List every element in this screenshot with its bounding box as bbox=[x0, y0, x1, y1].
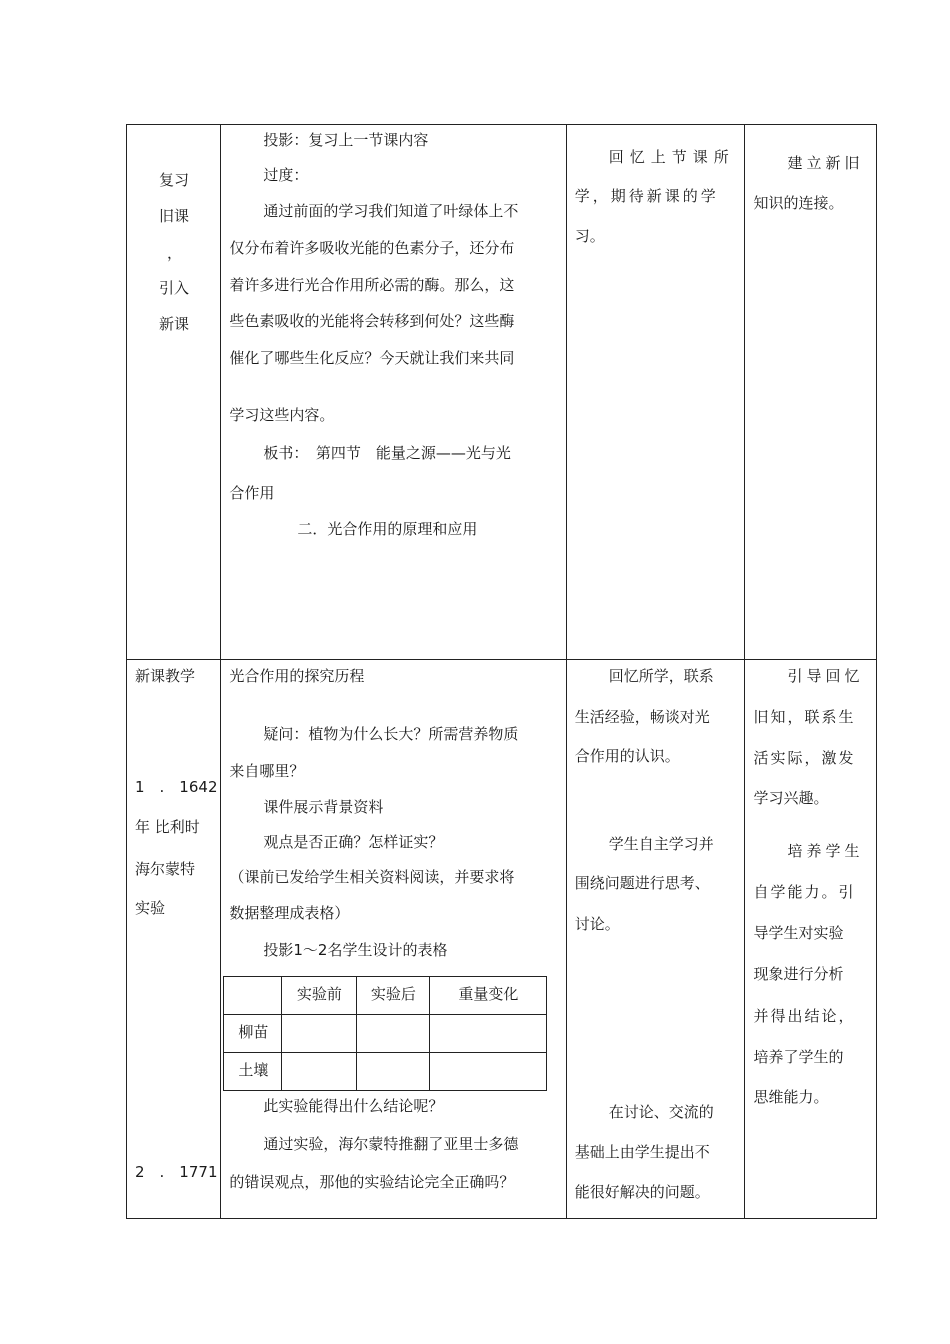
content-line: 围绕问题进行思考、 bbox=[574, 874, 710, 892]
experiment-data-table bbox=[223, 976, 547, 1091]
content-line: 培养学生 bbox=[787, 842, 864, 860]
content-line: 二．光合作用的原理和应用 bbox=[297, 520, 478, 538]
stage-label: 引入 bbox=[159, 279, 190, 297]
content-line: 引导回忆 bbox=[787, 667, 864, 685]
content-line: 数据整理成表格） bbox=[229, 904, 350, 922]
content-line: 疑问：植物为什么长大？所需营养物质 bbox=[263, 725, 519, 743]
content-line: 讨论。 bbox=[574, 915, 620, 933]
content-line: 旧知，联系生 bbox=[753, 708, 856, 726]
content-line: 培养了学生的 bbox=[753, 1048, 844, 1066]
content-line: 建立新旧 bbox=[787, 154, 864, 172]
data-cell bbox=[430, 1053, 546, 1059]
stage-label: 实验 bbox=[135, 899, 166, 917]
content-line: 在讨论、交流的 bbox=[608, 1103, 714, 1121]
stage-label: 新课 bbox=[159, 315, 190, 333]
content-line: 仅分布着许多吸收光能的色素分子，还分布 bbox=[229, 239, 515, 257]
column-header: 重量变化 bbox=[458, 985, 519, 1003]
stage-cell-review bbox=[127, 125, 221, 660]
stage-label: ， bbox=[167, 244, 183, 262]
stage-label: 海尔蒙特 bbox=[135, 860, 196, 878]
content-line: 学习这些内容。 bbox=[229, 406, 335, 424]
data-cell bbox=[282, 1053, 356, 1059]
content-line: 此实验能得出什么结论呢？ bbox=[263, 1097, 444, 1115]
content-line: （课前已发给学生相关资料阅读，并要求将 bbox=[229, 868, 515, 886]
content-line: 学生自主学习并 bbox=[608, 835, 714, 853]
stage-label: 新课教学 bbox=[135, 667, 196, 685]
table-row bbox=[224, 1053, 547, 1091]
content-line: 习。 bbox=[574, 227, 605, 245]
content-line: 观点是否正确？怎样证实？ bbox=[263, 833, 444, 851]
teacher-activity-cell bbox=[221, 125, 566, 660]
content-line: 通过前面的学习我们知道了叶绿体上不 bbox=[263, 202, 519, 220]
content-line: 来自哪里？ bbox=[229, 762, 305, 780]
row-label: 柳苗 bbox=[238, 1023, 269, 1041]
stage-label: 旧课 bbox=[159, 207, 190, 225]
content-line: 回忆上节课所 bbox=[608, 148, 735, 166]
data-cell bbox=[357, 1015, 429, 1021]
table-row-new-lesson bbox=[127, 660, 877, 1219]
content-line: 基础上由学生提出不 bbox=[574, 1143, 710, 1161]
content-line: 合作用的认识。 bbox=[574, 747, 680, 765]
column-header: 实验后 bbox=[370, 985, 416, 1003]
content-line: 合作用 bbox=[229, 484, 275, 502]
design-intent-cell bbox=[745, 660, 877, 1219]
content-line: 现象进行分析 bbox=[753, 965, 844, 983]
design-intent-cell bbox=[745, 125, 877, 660]
column-header: 实验前 bbox=[296, 985, 342, 1003]
stage-label: 年 比利时 bbox=[135, 818, 200, 836]
student-activity-cell bbox=[566, 660, 745, 1219]
content-line: 知识的连接。 bbox=[753, 194, 844, 212]
data-cell bbox=[430, 1015, 546, 1021]
stage-label: 复习 bbox=[159, 171, 190, 189]
student-activity-cell bbox=[566, 125, 745, 660]
content-line: 生活经验，畅谈对光 bbox=[574, 708, 710, 726]
table-row-review bbox=[127, 125, 877, 660]
content-line: 学习兴趣。 bbox=[753, 789, 829, 807]
section-heading: 光合作用的探究历程 bbox=[229, 667, 365, 685]
content-line: 着许多进行光合作用所必需的酶。那么，这 bbox=[229, 276, 515, 294]
data-cell bbox=[282, 1015, 356, 1021]
content-line: 投影1～2名学生设计的表格 bbox=[263, 941, 448, 959]
row-label: 土壤 bbox=[238, 1061, 269, 1079]
stage-label: 1 . 1642 bbox=[135, 778, 218, 796]
content-line: 通过实验，海尔蒙特推翻了亚里士多德 bbox=[263, 1135, 519, 1153]
column-header bbox=[224, 977, 281, 983]
content-line: 的错误观点，那他的实验结论完全正确吗？ bbox=[229, 1173, 515, 1191]
content-line: 导学生对实验 bbox=[753, 924, 844, 942]
content-line: 催化了哪些生化反应？今天就让我们来共同 bbox=[229, 349, 515, 367]
content-line: 课件展示背景资料 bbox=[263, 798, 384, 816]
teacher-activity-cell bbox=[221, 660, 566, 1219]
content-line: 回忆所学，联系 bbox=[608, 667, 714, 685]
content-line: 活实际，激发 bbox=[753, 749, 856, 767]
content-line: 并得出结论， bbox=[753, 1007, 856, 1025]
content-line: 能很好解决的问题。 bbox=[574, 1183, 710, 1201]
content-line: 学，期待新课的学 bbox=[574, 187, 719, 205]
content-line: 过度： bbox=[263, 166, 309, 184]
table-row bbox=[224, 1015, 547, 1053]
data-cell bbox=[357, 1053, 429, 1059]
content-line: 些色素吸收的光能将会转移到何处？这些酶 bbox=[229, 312, 515, 330]
content-line: 投影：复习上一节课内容 bbox=[263, 131, 429, 149]
stage-label: 2 . 1771 bbox=[135, 1163, 218, 1181]
stage-cell-new-lesson bbox=[127, 660, 221, 1219]
table-row bbox=[224, 977, 547, 1015]
content-line: 思维能力。 bbox=[753, 1088, 829, 1106]
content-line: 板书： 第四节 能量之源——光与光 bbox=[263, 444, 511, 462]
content-line: 自学能力。引 bbox=[753, 883, 856, 901]
lesson-plan-table bbox=[126, 124, 877, 1219]
